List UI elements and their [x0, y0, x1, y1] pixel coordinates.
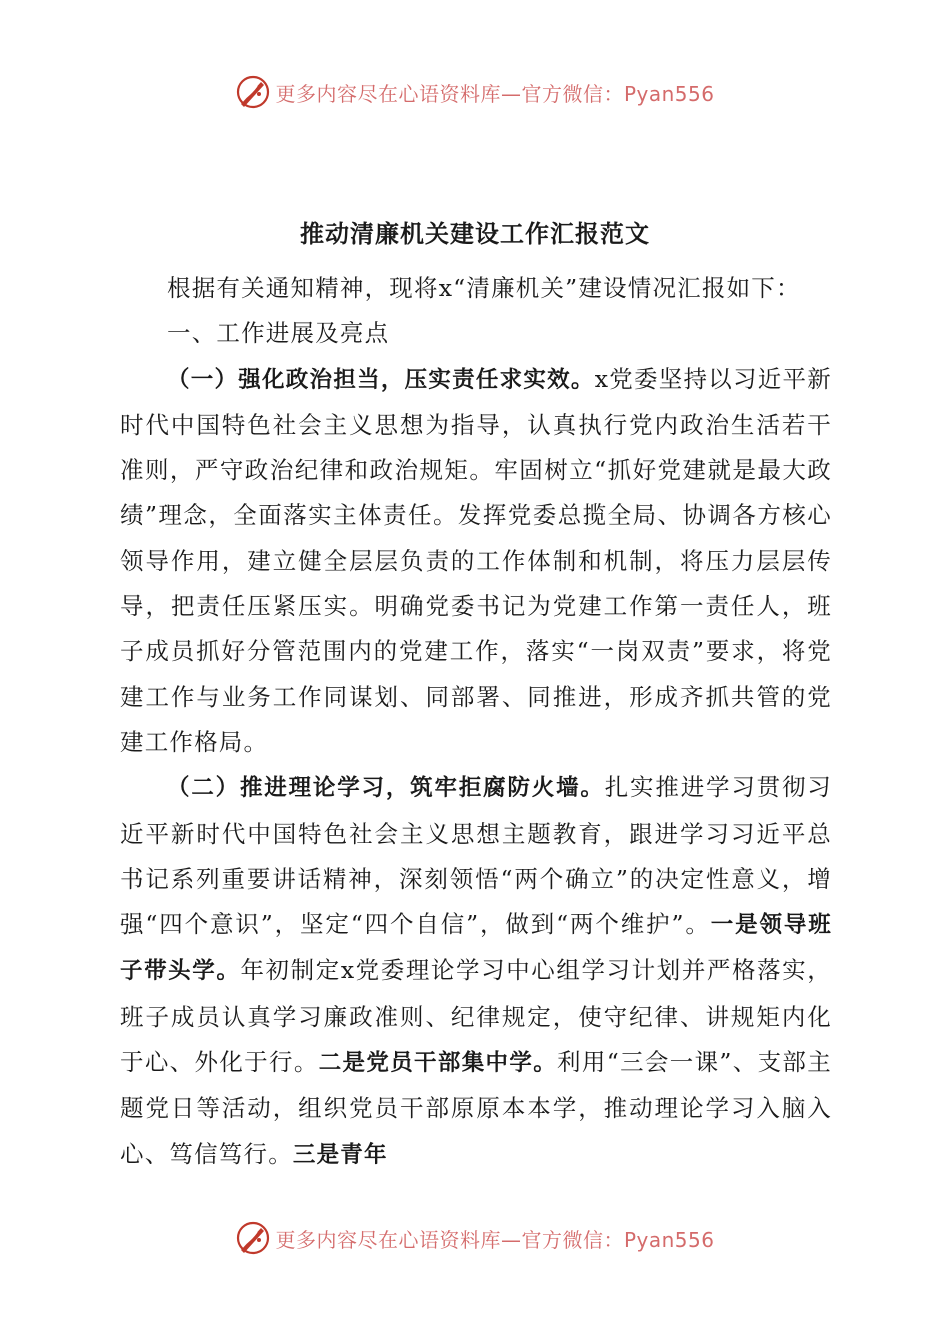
header-banner-text: 更多内容尽在心语资料库—官方微信：Pyan556 [275, 81, 715, 106]
section-heading: 一、工作进展及亮点 [167, 319, 390, 348]
item2-body-b: 年初制定x党委理论学习中心组学习计划并严格落实，班子成员认真学习廉政准则、纪律规定，使守纪律、讲规矩内化于心、外化于行。 [120, 956, 832, 1077]
pen-nib-logo-icon [235, 1220, 271, 1256]
footer-banner-text: 更多内容尽在心语资料库—官方微信：Pyan556 [275, 1227, 715, 1252]
item2-body-c: 利用“三会一课”、支部主题党日等活动，组织党员干部原原本本学，推动理论学习入脑入心、笃信笃行。 [120, 1048, 832, 1168]
pen-nib-logo-icon [235, 74, 271, 110]
document-body [120, 266, 832, 1178]
item2-bold-2: 二是党员干部集中学。 [318, 1050, 558, 1077]
item1-body: x党委坚持以习近平新时代中国特色社会主义思想为指导，认真执行党内政治生活若干准则，严守政治纪律和政治规矩。牢固树立“抓好党建就是最大政绩”理念，全面落实主体责任。发挥党委总揽全局、协调各方核心领导作用，建立健全层层负责的工作体制和机制，将压力层层传导，把责任压紧压实。明确党委书记为党建工作第一责任人，班子成员抓好分管范围内的党建工作，落实“一岗双责”要求，将党建工作与业务工作同谋划、同部署、同推进，形成齐抓共管的党建工作格局。 [120, 364, 832, 756]
header-banner [0, 72, 950, 112]
intro-paragraph: 根据有关通知精神，现将x“清廉机关”建设情况汇报如下： [167, 274, 801, 302]
item2-body-a: 扎实推进学习贯彻习近平新时代中国特色社会主义思想主题教育，跟进学习习近平总书记系列重要讲话精神，深刻领悟“两个确立”的决定性意义，增强“四个意识”，坚定“四个自信”，做到“两个维护”。 [120, 773, 832, 939]
item2-heading: （二）推进理论学习，筑牢拒腐防火墙。 [167, 775, 605, 802]
item1-paragraph [120, 357, 832, 766]
item2-bold-1: 一是领导班子带头学。 [120, 912, 832, 985]
item2-paragraph [120, 765, 832, 1178]
footer-banner [0, 1218, 950, 1258]
item2-bold-3: 三是青年 [292, 1141, 388, 1168]
page-title: 推动清廉机关建设工作汇报范文 [300, 219, 650, 248]
item1-heading: （一）强化政治担当，压实责任求实效。 [167, 366, 595, 393]
